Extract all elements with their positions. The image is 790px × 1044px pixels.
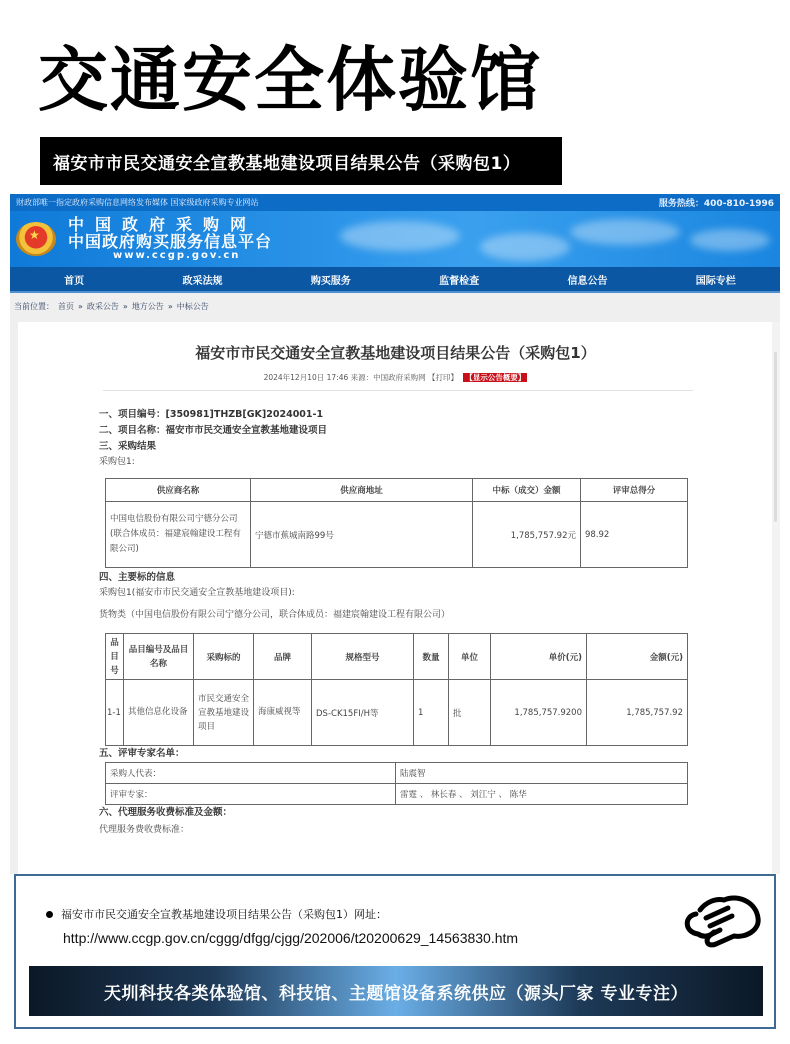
page-scrollbar[interactable] [772,322,780,874]
col-award-amount: 中标（成交）金额 [473,479,581,502]
col-supplier-name: 供应商名称 [106,479,251,502]
source-url-link[interactable]: http://www.ccgp.gov.cn/cggg/dfgg/cjgg/202006/t20200629_14563830.htm [63,930,519,946]
nav-home[interactable]: 首页 [64,275,85,287]
section-agency-fee-heading: 六、代理服务收费标准及金额： [99,807,233,818]
ccgp-site-screenshot [10,194,780,874]
cell-purchaser-rep-label: 采购人代表： [106,763,396,784]
col-item-code-name: 品目编号及品目名称 [124,634,194,680]
cell-purchaser-rep-value: 陆震智 [396,763,688,784]
section-results-heading: 三、采购结果 [99,441,157,452]
cell-unit: 批 [449,680,491,746]
cell-quantity: 1 [414,680,449,746]
source-label-text: 福安市市民交通安全宣教基地建设项目结果公告（采购包1）网址： [61,908,387,921]
site-banner [10,211,780,267]
col-score: 评审总得分 [581,479,688,502]
col-quantity: 数量 [414,634,449,680]
bullet-icon [46,911,53,918]
article-body [99,407,699,838]
divider [103,390,693,391]
show-summary-button[interactable]: 【显示公告概要】 [465,373,526,382]
breadcrumb-award-announcements[interactable]: 中标公告 [176,302,209,311]
project-name: 二、项目名称：福安市市民交通安全宣教基地建设项目 [99,425,328,436]
cell-brand: 海康威视等 [254,680,312,746]
article-date-source: 2024年12月10日 17:46 来源：中国政府采购网 【打印】 [263,373,459,382]
table-row [106,502,688,568]
breadcrumb-prefix: 当前位置： [14,302,54,311]
cell-score: 98.92 [581,502,688,568]
cell-amount: 1,785,757.92 [587,680,688,746]
nav-international[interactable]: 国际专栏 [695,275,736,287]
table-row [106,680,688,746]
hero-subtitle [40,137,562,185]
goods-type: 货物类（中国电信股份有限公司宁德分公司，联合体成员：福建宸翰建设工程有限公司） [99,610,451,620]
nav-regulations[interactable]: 政采法规 [182,275,223,287]
cell-item-name: 其他信息化设备 [124,680,194,746]
cell-subject: 市民交通安全宣教基地建设项目 [194,680,254,746]
pointing-hand-icon [676,884,766,956]
site-logo[interactable] [68,216,272,262]
brand-url: www.ccgp.gov.cn [113,250,241,261]
cell-award-amount: 1,785,757.92元 [473,502,581,568]
article-title: 福安市市民交通安全宣教基地建设项目结果公告（采购包1） [195,344,596,362]
site-tagline: 财政部唯一指定政府采购信息网络发布媒体 国家级政府采购专业网站 [16,198,259,207]
table-row [106,784,688,805]
hero-subtitle-text: 福安市市民交通安全宣教基地建设项目结果公告（采购包1） [53,153,521,174]
article-panel [18,322,773,874]
breadcrumb-sep: » [78,302,83,311]
top-strip [10,194,780,211]
col-supplier-address: 供应商地址 [251,479,473,502]
nav-supervision[interactable]: 监督检查 [439,275,480,287]
col-unit-price: 单价(元) [491,634,587,680]
section-experts-heading: 五、评审专家名单： [99,748,185,759]
package-label: 采购包1: [99,457,135,467]
breadcrumb-sep: » [122,302,128,311]
brand-line2: 中国政府购买服务信息平台 [68,232,273,251]
scrollbar-thumb[interactable] [774,352,777,522]
breadcrumb-sep: » [167,302,173,311]
breadcrumb [10,293,780,320]
table-row [106,763,688,784]
package-description: 采购包1(福安市市民交通安全宣教基地建设项目): [99,588,295,598]
expert-table [105,762,688,805]
col-model: 规格型号 [312,634,414,680]
hero-title: 交通安全体验馆 [38,39,542,121]
company-slogan-banner [29,966,763,1016]
cell-experts-label: 评审专家： [106,784,396,805]
cell-model: DS-CK15FI/H等 [312,680,414,746]
result-table [105,478,688,568]
project-number: 一、项目编号：[350981]THZB[GK]2024001-1 [99,409,324,420]
cell-unit-price: 1,785,757.9200 [491,680,587,746]
col-subject: 采购标的 [194,634,254,680]
main-nav [10,267,780,293]
service-hotline: 服务热线：400-810-1996 [658,199,774,209]
nav-announcements[interactable]: 信息公告 [567,275,608,287]
cell-item-no: 1-1 [106,680,124,746]
col-unit: 单位 [449,634,491,680]
col-brand: 品牌 [254,634,312,680]
source-link-panel [14,874,776,1029]
article-meta [18,372,773,383]
cell-supplier-name: 中国电信股份有限公司宁德分公司(联合体成员：福建宸翰建设工程有限公司) [106,502,251,568]
breadcrumb-local-announcements[interactable]: 地方公告 [131,302,164,311]
brand-line1: 中国政府采购网 [68,215,258,234]
col-amount: 金额(元) [587,634,688,680]
col-item-no: 品目号 [106,634,124,680]
item-table [105,633,688,746]
agency-fee-standard: 代理服务费收费标准： [99,825,190,835]
cell-supplier-address: 宁德市蕉城南路99号 [251,502,473,568]
section-main-items-heading: 四、主要标的信息 [99,572,176,583]
national-emblem-icon [16,222,56,256]
breadcrumb-gov-announcements[interactable]: 政采公告 [86,302,119,311]
nav-purchase-services[interactable]: 购买服务 [310,275,351,287]
source-label [46,906,387,922]
cell-experts-value: 雷霆 、 林长春 、 刘江宁 、 陈华 [396,784,688,805]
breadcrumb-home[interactable]: 首页 [58,302,74,311]
slogan-text: 天圳科技各类体验馆、科技馆、主题馆设备系统供应（源头厂家 专业专注） [104,983,688,1004]
